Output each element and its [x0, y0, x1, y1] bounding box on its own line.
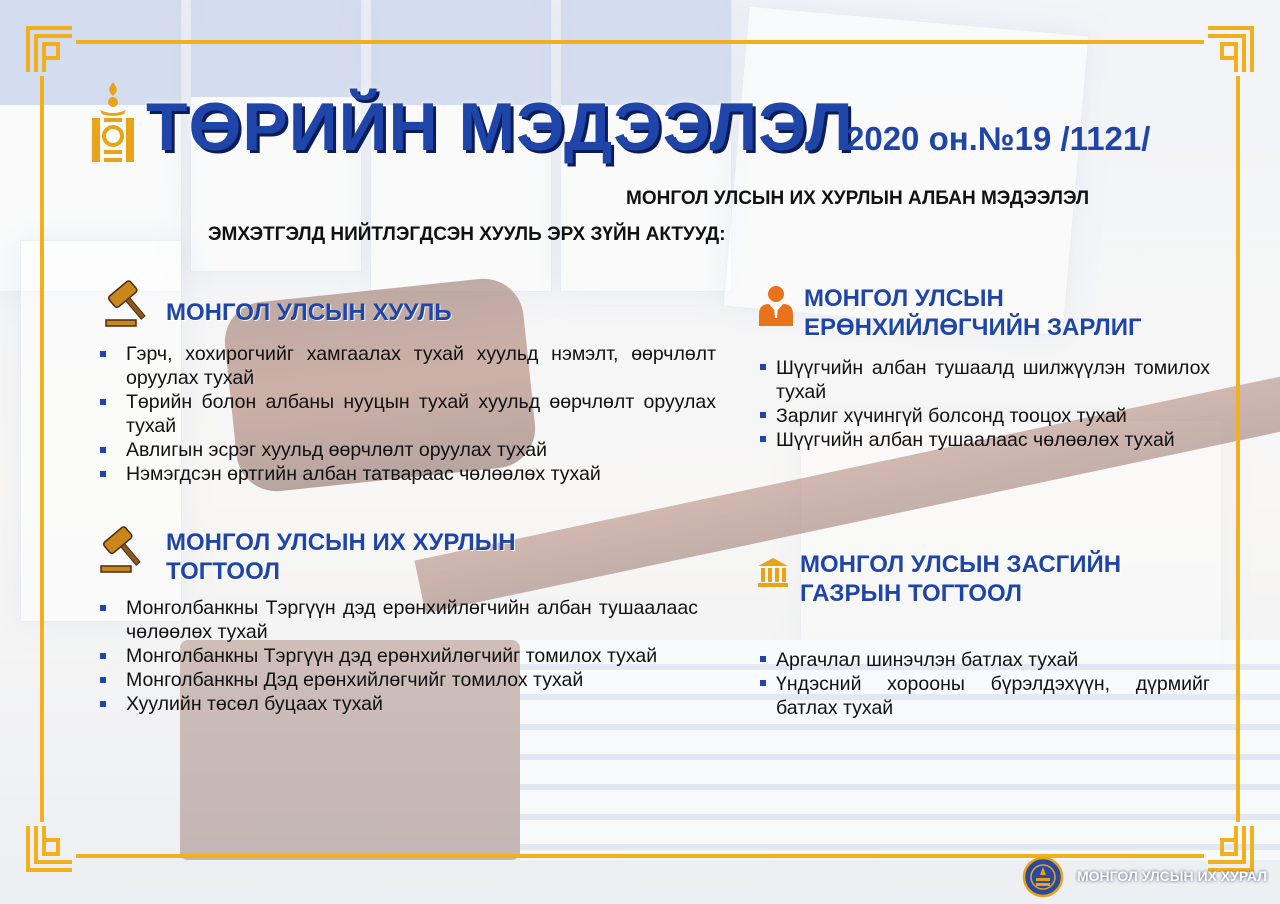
list-item	[760, 672, 1210, 720]
list-item	[98, 692, 698, 716]
footer-organization-name: МОНГОЛ УЛСЫН ИХ ХУРАЛ	[1077, 868, 1268, 884]
list-item-text: Гэрч, хохирогчийг хамгаалах тухай хуульд нэмэлт, өөрчлөлт оруулах тухай	[126, 343, 716, 389]
section-title-line: МОНГОЛ УЛСЫН	[804, 285, 1004, 312]
bullet-icon	[760, 680, 766, 686]
bullet-icon	[100, 677, 106, 683]
section-title-government-resolutions	[800, 550, 1121, 608]
section-title-line: ТОГТООЛ	[166, 558, 280, 585]
bullet-icon	[100, 399, 106, 405]
section-title-line: МОНГОЛ УЛСЫН ИХ ХУРЛЫН	[166, 529, 516, 556]
list-item-text: Төрийн болон албаны нууцын тухай хуульд өөрчлөлт оруулах тухай	[126, 391, 716, 437]
list-item	[760, 648, 1210, 672]
gavel-icon	[104, 276, 154, 328]
bullet-icon	[100, 701, 106, 707]
page-title: ТӨРИЙН МЭДЭЭЛЭЛ	[146, 89, 854, 165]
section-list-government-resolutions	[760, 648, 1210, 720]
section-title-line: ЕРӨНХИЙЛӨГЧИЙН ЗАРЛИГ	[804, 314, 1142, 341]
section-title-line: МОНГОЛ УЛСЫН ЗАСГИЙН	[800, 551, 1122, 578]
list-item	[98, 438, 716, 462]
section-title-laws	[166, 298, 452, 327]
section-title-line: ГАЗРЫН ТОГТООЛ	[800, 580, 1022, 607]
list-item-text: Үндэсний хорооны бүрэлдэхүүн, дүрмийг батлах тухай	[776, 673, 1210, 719]
soyombo-emblem-icon	[90, 80, 136, 164]
bullet-icon	[760, 412, 766, 418]
section-list-president-decrees	[760, 356, 1210, 452]
list-item	[760, 356, 1210, 404]
bullet-icon	[100, 605, 106, 611]
list-item-text: Шүүгчийн албан тушаалд шилжүүлэн томилох тухай	[776, 357, 1210, 403]
government-building-icon	[756, 556, 790, 588]
list-item	[98, 342, 716, 390]
bullet-icon	[100, 471, 106, 477]
person-icon	[756, 284, 796, 328]
gavel-icon	[98, 522, 150, 574]
list-item	[98, 390, 716, 438]
bullet-icon	[760, 436, 766, 442]
list-item-text: Хуулийн төсөл буцаах тухай	[126, 693, 383, 715]
list-item-text: Нэмэгдсэн өртгийн албан татвараас чөлөөлөх тухай	[126, 463, 601, 485]
section-list-parliament-resolutions	[98, 596, 698, 716]
section-title-parliament-resolutions	[166, 528, 516, 586]
intro-heading: ЭМХЭТГЭЛД НИЙТЛЭГДСЭН ХУУЛЬ ЭРХ ЗҮЙН АКТУУД:	[208, 224, 726, 245]
bullet-icon	[100, 653, 106, 659]
bullet-icon	[100, 351, 106, 357]
section-title-president-decrees	[804, 284, 1142, 342]
list-item-text: Зарлиг хүчингүй болсонд тооцох тухай	[776, 405, 1127, 427]
section-title-line: МОНГОЛ УЛСЫН ХУУЛЬ	[166, 299, 452, 326]
bullet-icon	[760, 656, 766, 662]
section-list-laws	[98, 342, 716, 486]
parliament-seal-icon	[1022, 856, 1064, 898]
publication-subtitle: МОНГОЛ УЛСЫН ИХ ХУРЛЫН АЛБАН МЭДЭЭЛЭЛ	[626, 188, 1090, 209]
bullet-icon	[100, 447, 106, 453]
list-item	[98, 668, 698, 692]
list-item-text: Аргачлал шинэчлэн батлах тухай	[776, 649, 1079, 671]
list-item-text: Монголбанкны Тэргүүн дэд ерөнхийлөгчийг томилох тухай	[126, 645, 658, 667]
list-item	[760, 428, 1210, 452]
list-item-text: Монголбанкны Дэд ерөнхийлөгчийг томилох тухай	[126, 669, 584, 691]
list-item-text: Монголбанкны Тэргүүн дэд ерөнхийлөгчийн албан тушаалаас чөлөөлөх тухай	[126, 597, 698, 643]
issue-number: 2020 он.№19 /1121/	[846, 120, 1151, 157]
list-item	[98, 644, 698, 668]
bullet-icon	[760, 364, 766, 370]
list-item-text: Авлигын эсрэг хуульд өөрчлөлт оруулах тухай	[126, 439, 548, 461]
list-item	[98, 596, 698, 644]
list-item	[98, 462, 716, 486]
list-item	[760, 404, 1210, 428]
list-item-text: Шүүгчийн албан тушаалаас чөлөөлөх тухай	[776, 429, 1175, 451]
